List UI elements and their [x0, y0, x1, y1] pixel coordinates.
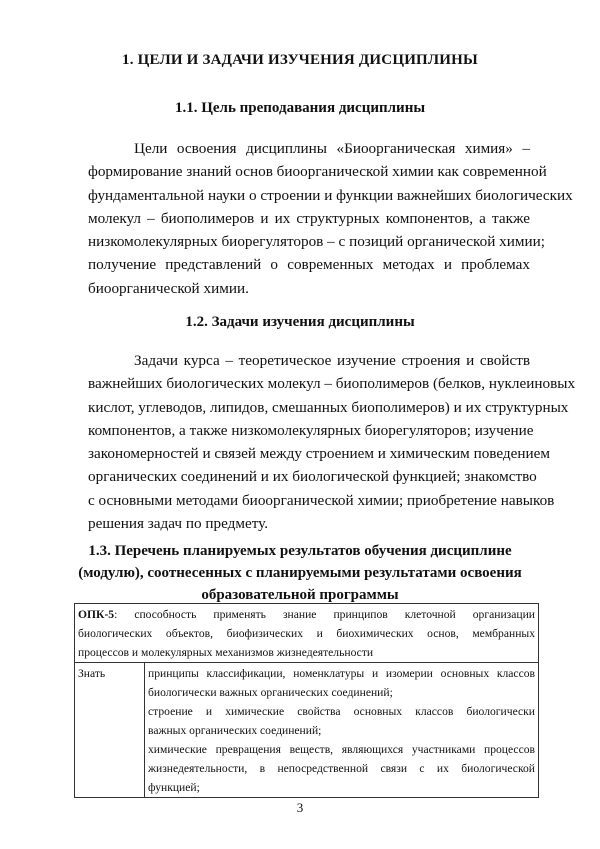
competence-table	[74, 603, 539, 798]
results-heading-line: 1.3. Перечень планируемых результатов обучения дисциплине	[88, 543, 512, 559]
know-line: важных органических соединений;	[148, 724, 322, 737]
competence-line: процессов и молекулярных механизмов жизнедеятельности	[78, 646, 374, 659]
goal-heading: 1.1. Цель преподавания дисциплины	[174, 100, 426, 116]
results-heading-line: (модулю), соотнесенных с планируемыми результатами освоения	[78, 565, 522, 581]
competence-line	[78, 605, 535, 624]
competence-text: : способность применять знание принципов клеточной организации	[114, 608, 535, 621]
tasks-line: Задачи курса – теоретическое изучение строения и свойств	[134, 352, 530, 369]
goal-line: молекул – биополимеров и их структурных компонентов, а также	[88, 209, 530, 227]
table-row	[75, 604, 539, 663]
know-line: принципы классификации, номенклатуры и изомерии основных классов	[148, 667, 535, 680]
goal-line: Цели освоения дисциплины «Биоорганическая химия» –	[134, 140, 530, 157]
goal-line: низкомолекулярных биорегуляторов – с позиций органической химии;	[88, 233, 545, 251]
results-heading	[60, 540, 540, 606]
table-row	[75, 663, 539, 798]
know-line: биологически важных органических соединений;	[148, 686, 393, 699]
section-title: 1. ЦЕЛИ И ЗАДАЧИ ИЗУЧЕНИЯ ДИСЦИПЛИНЫ	[122, 52, 478, 68]
tasks-line: решения задач по предмету.	[88, 515, 269, 533]
know-cell	[145, 663, 539, 798]
results-heading-line: образовательной программы	[201, 587, 399, 603]
competence-cell	[75, 604, 539, 663]
know-line: жизнедеятельности, в непосредственной связи с их биологической	[148, 762, 535, 775]
tasks-line: компонентов, а также низкомолекулярных биорегуляторов; изучение	[88, 421, 534, 439]
goal-line: биоорганической химии.	[88, 279, 249, 297]
tasks-line: органических соединений и их биологической функцией; знакомство	[88, 468, 537, 486]
know-line: химические превращения веществ, являющихся участниками процессов	[148, 743, 535, 756]
tasks-line: закономерностей и связей между строением и химическим поведением	[88, 445, 551, 463]
goal-line: формирование знаний основ биоорганической химии как современной	[88, 163, 547, 181]
goal-paragraph	[88, 137, 573, 300]
know-line: функцией;	[148, 781, 200, 794]
goal-line: фундаментальной науки о строении и функции важнейших биологических	[88, 186, 573, 204]
tasks-paragraph	[88, 349, 576, 535]
know-label: Знать	[75, 663, 145, 798]
goal-line: получение представлений о современных методах и проблемах	[88, 256, 530, 274]
tasks-line: важнейших биологических молекул – биополимеров (белков, нуклеиновых	[88, 375, 576, 393]
tasks-heading: 1.2. Задачи изучения дисциплины	[185, 314, 415, 330]
know-line: строение и химические свойства основных классов биологически	[148, 705, 535, 718]
tasks-line: кислот, углеводов, липидов, смешанных биополимеров) и их структурных	[88, 398, 569, 416]
competence-line: биологических объектов, биофизических и биохимических основ, мембранных	[78, 627, 535, 640]
tasks-line: с основными методами биоорганической химии; приобретение навыков	[88, 491, 555, 509]
competence-code: ОПК-5	[78, 608, 115, 621]
page-number: 3	[296, 800, 304, 815]
